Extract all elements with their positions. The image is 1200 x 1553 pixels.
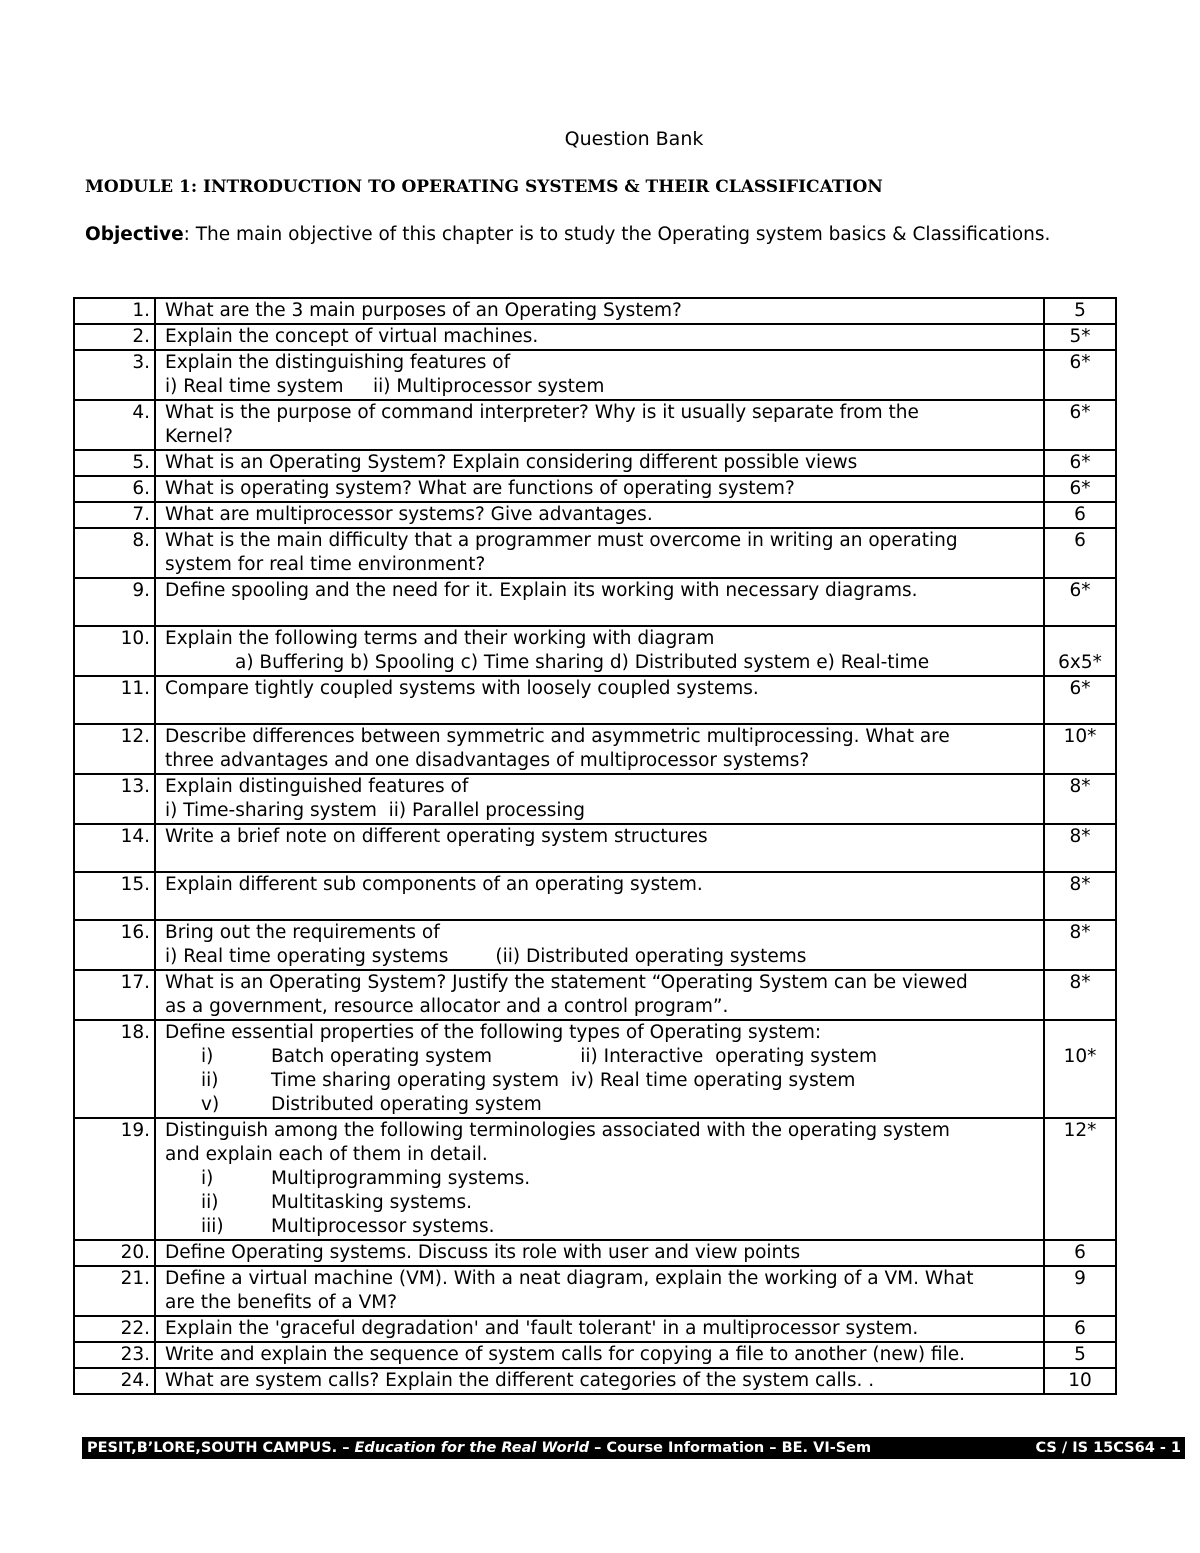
question-text <box>155 1118 1044 1240</box>
question-text <box>155 872 1044 920</box>
question-number: 1. <box>74 298 155 324</box>
question-marks: 5 <box>1044 1342 1116 1368</box>
question-text <box>155 774 1044 824</box>
table-row <box>74 774 1116 824</box>
table-row <box>74 528 1116 578</box>
sub-item-numeral: ii) <box>201 1192 219 1213</box>
question-number: 5. <box>74 450 155 476</box>
question-sub-item <box>165 1093 1037 1117</box>
question-text <box>155 626 1044 676</box>
question-text <box>155 578 1044 626</box>
question-line: Describe differences between symmetric and asymmetric multiprocessing. What are <box>165 726 950 747</box>
question-text <box>155 476 1044 502</box>
table-row <box>74 578 1116 626</box>
question-number: 22. <box>74 1316 155 1342</box>
question-number: 2. <box>74 324 155 350</box>
question-text <box>155 676 1044 724</box>
question-marks: 6* <box>1044 450 1116 476</box>
question-number: 3. <box>74 350 155 400</box>
question-line: Explain the distinguishing features of <box>165 352 511 373</box>
table-row <box>74 1240 1116 1266</box>
question-line: Compare tightly coupled systems with loosely coupled systems. <box>165 678 759 699</box>
footer-tagline: Education for the Real World <box>354 1440 590 1456</box>
question-number: 17. <box>74 970 155 1020</box>
question-number: 20. <box>74 1240 155 1266</box>
question-line: i) Real time system ii) Multiprocessor system <box>165 376 605 397</box>
question-marks: 6 <box>1044 1316 1116 1342</box>
sub-item-text: Multitasking systems. <box>271 1192 473 1213</box>
page-footer <box>82 1437 1185 1459</box>
footer-institute: PESIT,B’LORE,SOUTH CAMPUS. – <box>87 1440 355 1456</box>
question-marks: 8* <box>1044 774 1116 824</box>
table-row <box>74 324 1116 350</box>
question-table <box>73 297 1117 1395</box>
question-line: Distinguish among the following terminologies associated with the operating system <box>165 1120 950 1141</box>
question-marks: 8* <box>1044 970 1116 1020</box>
question-line: and explain each of them in detail. <box>165 1144 488 1165</box>
question-marks: 6 <box>1044 502 1116 528</box>
table-row <box>74 970 1116 1020</box>
table-row <box>74 400 1116 450</box>
question-marks: 8* <box>1044 824 1116 872</box>
footer-course: – Course Information – BE. VI-Sem <box>589 1440 872 1456</box>
question-line: Explain distinguished features of <box>165 776 469 797</box>
question-marks: 6* <box>1044 350 1116 400</box>
question-text <box>155 400 1044 450</box>
question-text <box>155 1020 1044 1118</box>
question-number: 6. <box>74 476 155 502</box>
footer-course-code: CS / IS 15CS64 - 1 <box>1035 1440 1181 1456</box>
table-row <box>74 872 1116 920</box>
question-text <box>155 1316 1044 1342</box>
sub-item-numeral: i) <box>201 1168 214 1189</box>
sub-item-numeral: i) <box>201 1046 214 1067</box>
question-line: Write a brief note on different operating system structures <box>165 826 708 847</box>
question-line: Define spooling and the need for it. Explain its working with necessary diagrams. <box>165 580 918 601</box>
table-row <box>74 824 1116 872</box>
question-marks: 5 <box>1044 298 1116 324</box>
table-row <box>74 1368 1116 1394</box>
question-line: Write and explain the sequence of system calls for copying a file to another (new) file. <box>165 1344 965 1365</box>
question-line: What is an Operating System? Explain considering different possible views <box>165 452 858 473</box>
table-row <box>74 626 1116 676</box>
question-line: What is the purpose of command interpreter? Why is it usually separate from the <box>165 402 919 423</box>
question-text <box>155 724 1044 774</box>
question-line: Define a virtual machine (VM). With a neat diagram, explain the working of a VM. What <box>165 1268 974 1289</box>
sub-item-numeral: iii) <box>201 1216 224 1237</box>
question-number: 18. <box>74 1020 155 1118</box>
question-line: What is an Operating System? Justify the statement “Operating System can be viewed <box>165 972 968 993</box>
question-number: 21. <box>74 1266 155 1316</box>
question-sub-item <box>165 1045 1037 1069</box>
question-line: What are system calls? Explain the different categories of the system calls. . <box>165 1370 875 1391</box>
question-text <box>155 324 1044 350</box>
table-row <box>74 724 1116 774</box>
question-number: 24. <box>74 1368 155 1394</box>
question-text <box>155 298 1044 324</box>
table-row <box>74 350 1116 400</box>
question-line: Explain the 'graceful degradation' and 'fault tolerant' in a multiprocessor system. <box>165 1318 919 1339</box>
question-sub-item <box>165 1167 1037 1191</box>
sub-item-numeral: ii) <box>201 1070 219 1091</box>
table-row <box>74 1020 1116 1118</box>
question-number: 19. <box>74 1118 155 1240</box>
table-row <box>74 1342 1116 1368</box>
objective-text: : The main objective of this chapter is to study the Operating system basics & Classifications. <box>183 224 1051 245</box>
question-number: 23. <box>74 1342 155 1368</box>
sub-item-text: Distributed operating system <box>271 1094 542 1115</box>
question-marks: 12* <box>1044 1118 1116 1240</box>
table-row <box>74 450 1116 476</box>
sub-item-text: Time sharing operating system iv) Real time operating system <box>271 1070 856 1091</box>
question-line: i) Real time operating systems (ii) Distributed operating systems <box>165 946 807 967</box>
question-line: What is the main difficulty that a programmer must overcome in writing an operating <box>165 530 958 551</box>
question-text <box>155 970 1044 1020</box>
question-marks: 8* <box>1044 920 1116 970</box>
question-text <box>155 528 1044 578</box>
question-marks: 6 <box>1044 528 1116 578</box>
question-line: Explain the following terms and their working with diagram <box>165 628 715 649</box>
question-line: are the benefits of a VM? <box>165 1292 398 1313</box>
sub-item-text: Batch operating system ii) Interactive operating system <box>271 1046 878 1067</box>
question-line: i) Time-sharing system ii) Parallel processing <box>165 800 585 821</box>
question-line: three advantages and one disadvantages of multiprocessor systems? <box>165 750 810 771</box>
question-line: Define essential properties of the following types of Operating system: <box>165 1022 822 1043</box>
table-row <box>74 920 1116 970</box>
question-number: 14. <box>74 824 155 872</box>
question-marks: 6 <box>1044 1240 1116 1266</box>
question-text <box>155 920 1044 970</box>
question-marks: 9 <box>1044 1266 1116 1316</box>
question-sub-item <box>165 1069 1037 1093</box>
objective-label: Objective <box>85 224 184 245</box>
question-marks: 6* <box>1044 578 1116 626</box>
sub-item-numeral: v) <box>201 1094 220 1115</box>
question-line: What is operating system? What are functions of operating system? <box>165 478 795 499</box>
table-row <box>74 1118 1116 1240</box>
question-text <box>155 502 1044 528</box>
question-text <box>155 1240 1044 1266</box>
objective-line <box>85 224 1050 245</box>
table-row <box>74 298 1116 324</box>
question-line: Bring out the requirements of <box>165 922 440 943</box>
question-text <box>155 450 1044 476</box>
question-sub-item <box>165 1215 1037 1239</box>
question-text <box>155 1368 1044 1394</box>
question-number: 11. <box>74 676 155 724</box>
question-text <box>155 824 1044 872</box>
question-number: 13. <box>74 774 155 824</box>
question-line: What are multiprocessor systems? Give advantages. <box>165 504 653 525</box>
table-row <box>74 1266 1116 1316</box>
sub-item-text: Multiprocessor systems. <box>271 1216 495 1237</box>
question-marks: 10* <box>1044 1020 1116 1118</box>
question-line: What are the 3 main purposes of an Operating System? <box>165 300 682 321</box>
question-marks: 5* <box>1044 324 1116 350</box>
module-heading: MODULE 1: INTRODUCTION TO OPERATING SYSTEMS & THEIR CLASSIFICATION <box>85 177 883 197</box>
question-number: 12. <box>74 724 155 774</box>
question-line: system for real time environment? <box>165 554 486 575</box>
question-line: as a government, resource allocator and a control program”. <box>165 996 729 1017</box>
question-line: a) Buffering b) Spooling c) Time sharing d) Distributed system e) Real-time <box>235 652 930 673</box>
question-text <box>155 1342 1044 1368</box>
question-text <box>155 1266 1044 1316</box>
question-marks: 10 <box>1044 1368 1116 1394</box>
question-marks: 10* <box>1044 724 1116 774</box>
question-marks: 8* <box>1044 872 1116 920</box>
question-marks: 6x5* <box>1044 626 1116 676</box>
question-line: Explain different sub components of an operating system. <box>165 874 703 895</box>
table-row <box>74 1316 1116 1342</box>
page-title: Question Bank <box>564 128 704 150</box>
question-number: 10. <box>74 626 155 676</box>
question-number: 16. <box>74 920 155 970</box>
table-row <box>74 476 1116 502</box>
sub-item-text: Multiprogramming systems. <box>271 1168 531 1189</box>
question-number: 8. <box>74 528 155 578</box>
question-number: 9. <box>74 578 155 626</box>
question-marks: 6* <box>1044 476 1116 502</box>
question-marks: 6* <box>1044 400 1116 450</box>
question-text <box>155 350 1044 400</box>
question-number: 4. <box>74 400 155 450</box>
question-marks: 6* <box>1044 676 1116 724</box>
question-line: Kernel? <box>165 426 233 447</box>
question-number: 7. <box>74 502 155 528</box>
table-row <box>74 502 1116 528</box>
question-line: Define Operating systems. Discuss its role with user and view points <box>165 1242 801 1263</box>
question-line: Explain the concept of virtual machines. <box>165 326 539 347</box>
question-sub-item <box>165 1191 1037 1215</box>
table-row <box>74 676 1116 724</box>
question-number: 15. <box>74 872 155 920</box>
